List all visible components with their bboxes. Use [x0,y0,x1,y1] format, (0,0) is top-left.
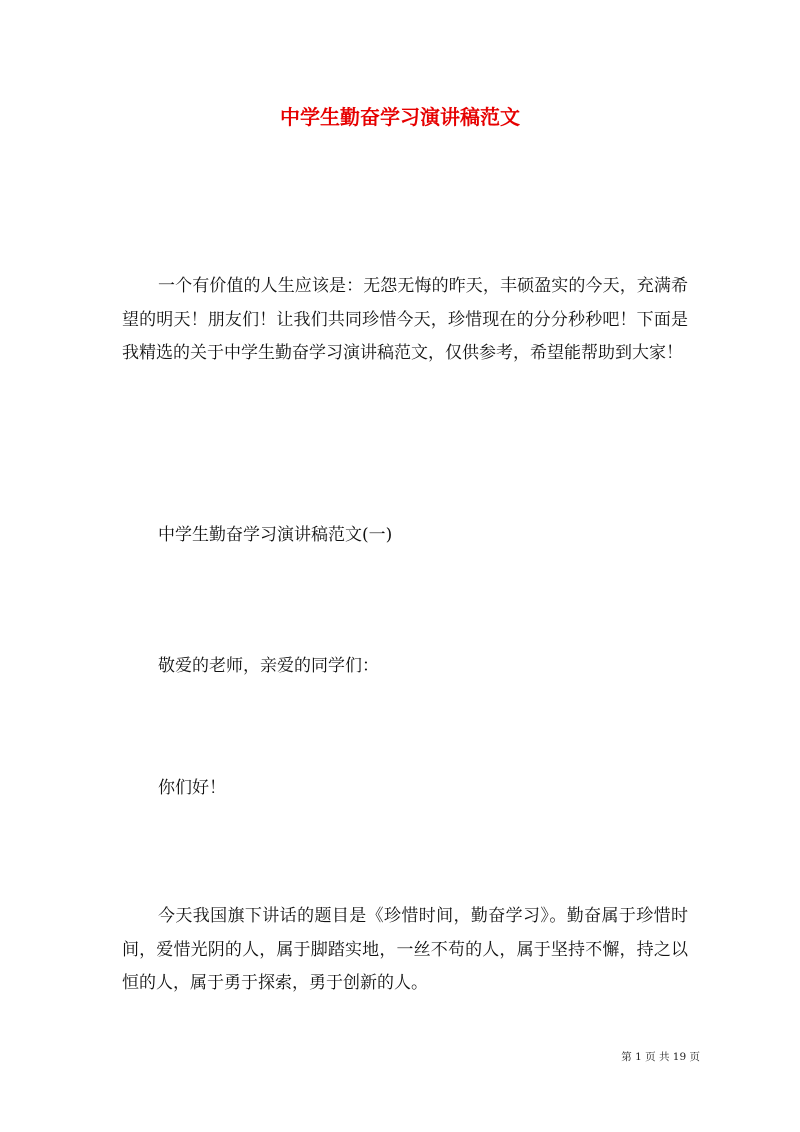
body-paragraph: 今天我国旗下讲话的题目是《珍惜时间，勤奋学习》。勤奋属于珍惜时间，爱惜光阴的人，属于脚踏实地，一丝不苟的人，属于坚持不懈，持之以恒的人，属于勇于探索，勇于创新的人。 [122,906,688,993]
salutation: 敬爱的老师，亲爱的同学们： [158,656,379,676]
intro-paragraph: 一个有价值的人生应该是：无怨无悔的昨天，丰硕盈实的今天，充满希望的明天！朋友们！让我们共同珍惜今天，珍惜现在的分分秒秒吧！下面是我精选的关于中学生勤奋学习演讲稿范文，仅供参考，希望能帮助到大家！ [122,276,688,363]
section-heading: 中学生勤奋学习演讲稿范文(一) [158,525,393,545]
greeting: 你们好！ [158,778,226,798]
page-number-footer: 第 1 页 共 19 页 [621,1051,700,1063]
document-title: 中学生勤奋学习演讲稿范文 [280,105,520,129]
